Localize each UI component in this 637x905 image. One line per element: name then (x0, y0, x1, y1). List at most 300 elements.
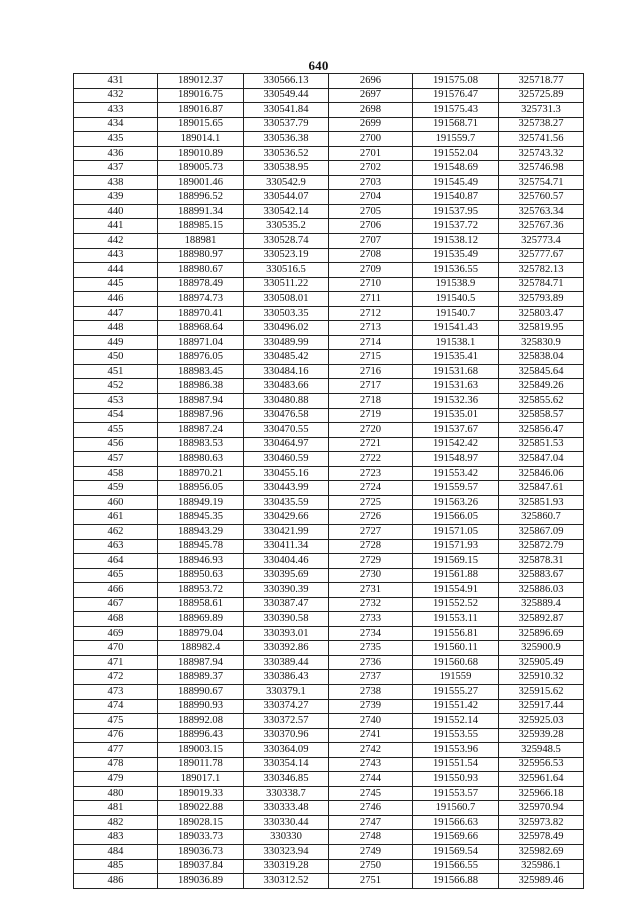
x-coordinate-cell: 191548.97 (413, 452, 499, 467)
y-coordinate-cell: 330516.5 (244, 263, 329, 278)
point-number-cell: 464 (74, 554, 158, 569)
table-row (74, 743, 584, 758)
table-row (74, 321, 584, 336)
y-coordinate-cell: 330323.94 (244, 844, 329, 859)
y-coordinate-cell: 330549.44 (244, 88, 329, 103)
point-number-cell: 456 (74, 437, 158, 452)
point-number-cell: 442 (74, 234, 158, 249)
point-number-cell: 2706 (329, 219, 413, 234)
y-coordinate-cell: 325982.69 (499, 844, 584, 859)
x-coordinate-cell: 191541.43 (413, 321, 499, 336)
table-row (74, 728, 584, 743)
point-number-cell: 479 (74, 772, 158, 787)
x-coordinate-cell: 191554.91 (413, 583, 499, 598)
table-row (74, 612, 584, 627)
x-coordinate-cell: 191566.63 (413, 815, 499, 830)
y-coordinate-cell: 330338.7 (244, 786, 329, 801)
point-number-cell: 2716 (329, 364, 413, 379)
x-coordinate-cell: 191556.81 (413, 626, 499, 641)
point-number-cell: 466 (74, 583, 158, 598)
x-coordinate-cell: 191566.88 (413, 874, 499, 889)
point-number-cell: 2739 (329, 699, 413, 714)
point-number-cell: 436 (74, 146, 158, 161)
x-coordinate-cell: 188970.41 (158, 306, 244, 321)
table-row (74, 74, 584, 89)
point-number-cell: 2705 (329, 204, 413, 219)
y-coordinate-cell: 325905.49 (499, 655, 584, 670)
y-coordinate-cell: 325773.4 (499, 234, 584, 249)
y-coordinate-cell: 330333.48 (244, 801, 329, 816)
point-number-cell: 475 (74, 714, 158, 729)
table-row (74, 292, 584, 307)
y-coordinate-cell: 330411.34 (244, 539, 329, 554)
x-coordinate-cell: 191531.68 (413, 364, 499, 379)
x-coordinate-cell: 188945.78 (158, 539, 244, 554)
table-row (74, 103, 584, 118)
x-coordinate-cell: 191575.08 (413, 74, 499, 89)
y-coordinate-cell: 330379.1 (244, 684, 329, 699)
x-coordinate-cell: 191542.42 (413, 437, 499, 452)
x-coordinate-cell: 191536.55 (413, 263, 499, 278)
x-coordinate-cell: 189017.1 (158, 772, 244, 787)
point-number-cell: 2738 (329, 684, 413, 699)
table-row (74, 539, 584, 554)
y-coordinate-cell: 325858.57 (499, 408, 584, 423)
x-coordinate-cell: 191560.11 (413, 641, 499, 656)
x-coordinate-cell: 188987.94 (158, 655, 244, 670)
x-coordinate-cell: 188968.64 (158, 321, 244, 336)
y-coordinate-cell: 330346.85 (244, 772, 329, 787)
point-number-cell: 2731 (329, 583, 413, 598)
point-number-cell: 2740 (329, 714, 413, 729)
point-number-cell: 2742 (329, 743, 413, 758)
y-coordinate-cell: 330542.14 (244, 204, 329, 219)
x-coordinate-cell: 188986.38 (158, 379, 244, 394)
y-coordinate-cell: 325892.87 (499, 612, 584, 627)
point-number-cell: 2735 (329, 641, 413, 656)
point-number-cell: 480 (74, 786, 158, 801)
coordinates-table-body (74, 74, 584, 889)
x-coordinate-cell: 188943.29 (158, 524, 244, 539)
x-coordinate-cell: 191553.55 (413, 728, 499, 743)
y-coordinate-cell: 325886.03 (499, 583, 584, 598)
point-number-cell: 2702 (329, 161, 413, 176)
point-number-cell: 2734 (329, 626, 413, 641)
x-coordinate-cell: 191531.63 (413, 379, 499, 394)
table-row (74, 452, 584, 467)
y-coordinate-cell: 330503.35 (244, 306, 329, 321)
y-coordinate-cell: 330464.97 (244, 437, 329, 452)
table-row (74, 204, 584, 219)
point-number-cell: 2737 (329, 670, 413, 685)
point-number-cell: 458 (74, 466, 158, 481)
table-row (74, 350, 584, 365)
table-row (74, 437, 584, 452)
x-coordinate-cell: 188971.04 (158, 335, 244, 350)
x-coordinate-cell: 188981 (158, 234, 244, 249)
point-number-cell: 452 (74, 379, 158, 394)
point-number-cell: 2697 (329, 88, 413, 103)
point-number-cell: 469 (74, 626, 158, 641)
point-number-cell: 2727 (329, 524, 413, 539)
point-number-cell: 2707 (329, 234, 413, 249)
y-coordinate-cell: 325763.34 (499, 204, 584, 219)
point-number-cell: 2708 (329, 248, 413, 263)
x-coordinate-cell: 191563.26 (413, 495, 499, 510)
x-coordinate-cell: 188990.67 (158, 684, 244, 699)
table-row (74, 379, 584, 394)
point-number-cell: 2719 (329, 408, 413, 423)
x-coordinate-cell: 191566.05 (413, 510, 499, 525)
x-coordinate-cell: 188996.52 (158, 190, 244, 205)
y-coordinate-cell: 325915.62 (499, 684, 584, 699)
table-row (74, 161, 584, 176)
point-number-cell: 2748 (329, 830, 413, 845)
table-row (74, 699, 584, 714)
y-coordinate-cell: 325986.1 (499, 859, 584, 874)
point-number-cell: 449 (74, 335, 158, 350)
point-number-cell: 438 (74, 175, 158, 190)
point-number-cell: 2744 (329, 772, 413, 787)
y-coordinate-cell: 325746.98 (499, 161, 584, 176)
table-row (74, 626, 584, 641)
x-coordinate-cell: 191560.68 (413, 655, 499, 670)
point-number-cell: 459 (74, 481, 158, 496)
x-coordinate-cell: 189033.73 (158, 830, 244, 845)
y-coordinate-cell: 330387.47 (244, 597, 329, 612)
y-coordinate-cell: 325883.67 (499, 568, 584, 583)
table-row (74, 175, 584, 190)
y-coordinate-cell: 325838.04 (499, 350, 584, 365)
y-coordinate-cell: 330496.02 (244, 321, 329, 336)
table-row (74, 394, 584, 409)
point-number-cell: 2750 (329, 859, 413, 874)
point-number-cell: 473 (74, 684, 158, 699)
point-number-cell: 2724 (329, 481, 413, 496)
y-coordinate-cell: 330364.09 (244, 743, 329, 758)
x-coordinate-cell: 188970.21 (158, 466, 244, 481)
x-coordinate-cell: 191569.15 (413, 554, 499, 569)
x-coordinate-cell: 191537.95 (413, 204, 499, 219)
x-coordinate-cell: 189019.33 (158, 786, 244, 801)
point-number-cell: 2745 (329, 786, 413, 801)
y-coordinate-cell: 325889.4 (499, 597, 584, 612)
y-coordinate-cell: 330566.13 (244, 74, 329, 89)
y-coordinate-cell: 330404.46 (244, 554, 329, 569)
y-coordinate-cell: 325718.77 (499, 74, 584, 89)
point-number-cell: 448 (74, 321, 158, 336)
table-row (74, 670, 584, 685)
point-number-cell: 472 (74, 670, 158, 685)
table-row (74, 757, 584, 772)
x-coordinate-cell: 191569.66 (413, 830, 499, 845)
point-number-cell: 432 (74, 88, 158, 103)
table-row (74, 583, 584, 598)
x-coordinate-cell: 191538.12 (413, 234, 499, 249)
x-coordinate-cell: 191538.9 (413, 277, 499, 292)
x-coordinate-cell: 189005.73 (158, 161, 244, 176)
y-coordinate-cell: 330489.99 (244, 335, 329, 350)
x-coordinate-cell: 191571.93 (413, 539, 499, 554)
point-number-cell: 439 (74, 190, 158, 205)
y-coordinate-cell: 325910.32 (499, 670, 584, 685)
point-number-cell: 433 (74, 103, 158, 118)
x-coordinate-cell: 191575.43 (413, 103, 499, 118)
x-coordinate-cell: 191553.42 (413, 466, 499, 481)
y-coordinate-cell: 325777.67 (499, 248, 584, 263)
y-coordinate-cell: 325830.9 (499, 335, 584, 350)
point-number-cell: 2723 (329, 466, 413, 481)
x-coordinate-cell: 191538.1 (413, 335, 499, 350)
table-row (74, 830, 584, 845)
point-number-cell: 447 (74, 306, 158, 321)
y-coordinate-cell: 330542.9 (244, 175, 329, 190)
point-number-cell: 2751 (329, 874, 413, 889)
x-coordinate-cell: 191555.27 (413, 684, 499, 699)
y-coordinate-cell: 325956.53 (499, 757, 584, 772)
x-coordinate-cell: 191540.5 (413, 292, 499, 307)
point-number-cell: 2722 (329, 452, 413, 467)
table-row (74, 146, 584, 161)
table-row (74, 132, 584, 147)
y-coordinate-cell: 330455.16 (244, 466, 329, 481)
point-number-cell: 465 (74, 568, 158, 583)
point-number-cell: 440 (74, 204, 158, 219)
y-coordinate-cell: 325917.44 (499, 699, 584, 714)
x-coordinate-cell: 188958.61 (158, 597, 244, 612)
y-coordinate-cell: 325851.93 (499, 495, 584, 510)
y-coordinate-cell: 325793.89 (499, 292, 584, 307)
table-row (74, 481, 584, 496)
x-coordinate-cell: 191553.57 (413, 786, 499, 801)
y-coordinate-cell: 325896.69 (499, 626, 584, 641)
y-coordinate-cell: 330392.86 (244, 641, 329, 656)
x-coordinate-cell: 188974.73 (158, 292, 244, 307)
point-number-cell: 2700 (329, 132, 413, 147)
point-number-cell: 2743 (329, 757, 413, 772)
x-coordinate-cell: 191552.14 (413, 714, 499, 729)
table-row (74, 772, 584, 787)
y-coordinate-cell: 325760.57 (499, 190, 584, 205)
table-row (74, 815, 584, 830)
y-coordinate-cell: 330483.66 (244, 379, 329, 394)
x-coordinate-cell: 189001.46 (158, 175, 244, 190)
point-number-cell: 441 (74, 219, 158, 234)
table-row (74, 190, 584, 205)
x-coordinate-cell: 188979.04 (158, 626, 244, 641)
y-coordinate-cell: 330523.19 (244, 248, 329, 263)
point-number-cell: 484 (74, 844, 158, 859)
x-coordinate-cell: 191540.87 (413, 190, 499, 205)
point-number-cell: 2733 (329, 612, 413, 627)
point-number-cell: 2729 (329, 554, 413, 569)
y-coordinate-cell: 330460.59 (244, 452, 329, 467)
x-coordinate-cell: 188980.63 (158, 452, 244, 467)
table-row (74, 248, 584, 263)
x-coordinate-cell: 188989.37 (158, 670, 244, 685)
table-row (74, 466, 584, 481)
x-coordinate-cell: 188956.05 (158, 481, 244, 496)
table-row (74, 874, 584, 889)
point-number-cell: 2746 (329, 801, 413, 816)
x-coordinate-cell: 191553.11 (413, 612, 499, 627)
y-coordinate-cell: 325973.82 (499, 815, 584, 830)
x-coordinate-cell: 191552.04 (413, 146, 499, 161)
x-coordinate-cell: 191537.67 (413, 423, 499, 438)
point-number-cell: 453 (74, 394, 158, 409)
point-number-cell: 2703 (329, 175, 413, 190)
point-number-cell: 2699 (329, 117, 413, 132)
point-number-cell: 483 (74, 830, 158, 845)
y-coordinate-cell: 330535.2 (244, 219, 329, 234)
table-row (74, 859, 584, 874)
y-coordinate-cell: 330374.27 (244, 699, 329, 714)
point-number-cell: 457 (74, 452, 158, 467)
point-number-cell: 2710 (329, 277, 413, 292)
x-coordinate-cell: 188987.96 (158, 408, 244, 423)
point-number-cell: 2715 (329, 350, 413, 365)
table-row (74, 801, 584, 816)
x-coordinate-cell: 188946.93 (158, 554, 244, 569)
y-coordinate-cell: 325754.71 (499, 175, 584, 190)
y-coordinate-cell: 325845.64 (499, 364, 584, 379)
x-coordinate-cell: 188987.94 (158, 394, 244, 409)
point-number-cell: 486 (74, 874, 158, 889)
table-row (74, 277, 584, 292)
y-coordinate-cell: 325784.71 (499, 277, 584, 292)
point-number-cell: 445 (74, 277, 158, 292)
y-coordinate-cell: 330470.55 (244, 423, 329, 438)
x-coordinate-cell: 191551.54 (413, 757, 499, 772)
table-row (74, 423, 584, 438)
y-coordinate-cell: 325978.49 (499, 830, 584, 845)
x-coordinate-cell: 188980.97 (158, 248, 244, 263)
table-row (74, 510, 584, 525)
point-number-cell: 2696 (329, 74, 413, 89)
x-coordinate-cell: 188990.93 (158, 699, 244, 714)
x-coordinate-cell: 188996.43 (158, 728, 244, 743)
table-row (74, 684, 584, 699)
y-coordinate-cell: 330536.52 (244, 146, 329, 161)
x-coordinate-cell: 189003.15 (158, 743, 244, 758)
y-coordinate-cell: 325900.9 (499, 641, 584, 656)
y-coordinate-cell: 325860.7 (499, 510, 584, 525)
point-number-cell: 2720 (329, 423, 413, 438)
table-row (74, 844, 584, 859)
y-coordinate-cell: 325846.06 (499, 466, 584, 481)
x-coordinate-cell: 188950.63 (158, 568, 244, 583)
point-number-cell: 2747 (329, 815, 413, 830)
y-coordinate-cell: 330484.16 (244, 364, 329, 379)
y-coordinate-cell: 330541.84 (244, 103, 329, 118)
x-coordinate-cell: 191545.49 (413, 175, 499, 190)
table-row (74, 568, 584, 583)
table-row (74, 88, 584, 103)
point-number-cell: 2721 (329, 437, 413, 452)
y-coordinate-cell: 325803.47 (499, 306, 584, 321)
x-coordinate-cell: 191576.47 (413, 88, 499, 103)
x-coordinate-cell: 191552.52 (413, 597, 499, 612)
y-coordinate-cell: 325948.5 (499, 743, 584, 758)
x-coordinate-cell: 189015.65 (158, 117, 244, 132)
y-coordinate-cell: 325970.94 (499, 801, 584, 816)
point-number-cell: 446 (74, 292, 158, 307)
x-coordinate-cell: 191535.01 (413, 408, 499, 423)
coordinates-table (73, 73, 584, 889)
point-number-cell: 443 (74, 248, 158, 263)
y-coordinate-cell: 325872.79 (499, 539, 584, 554)
y-coordinate-cell: 330330.44 (244, 815, 329, 830)
table-row (74, 408, 584, 423)
y-coordinate-cell: 325989.46 (499, 874, 584, 889)
y-coordinate-cell: 330390.39 (244, 583, 329, 598)
point-number-cell: 2709 (329, 263, 413, 278)
point-number-cell: 460 (74, 495, 158, 510)
y-coordinate-cell: 325855.62 (499, 394, 584, 409)
y-coordinate-cell: 325939.28 (499, 728, 584, 743)
point-number-cell: 477 (74, 743, 158, 758)
x-coordinate-cell: 188976.05 (158, 350, 244, 365)
x-coordinate-cell: 189010.89 (158, 146, 244, 161)
point-number-cell: 474 (74, 699, 158, 714)
y-coordinate-cell: 330354.14 (244, 757, 329, 772)
y-coordinate-cell: 330370.96 (244, 728, 329, 743)
point-number-cell: 437 (74, 161, 158, 176)
x-coordinate-cell: 191535.49 (413, 248, 499, 263)
y-coordinate-cell: 330536.38 (244, 132, 329, 147)
point-number-cell: 454 (74, 408, 158, 423)
point-number-cell: 471 (74, 655, 158, 670)
point-number-cell: 462 (74, 524, 158, 539)
point-number-cell: 485 (74, 859, 158, 874)
y-coordinate-cell: 330390.58 (244, 612, 329, 627)
y-coordinate-cell: 325867.09 (499, 524, 584, 539)
x-coordinate-cell: 191561.88 (413, 568, 499, 583)
x-coordinate-cell: 191569.54 (413, 844, 499, 859)
y-coordinate-cell: 325743.32 (499, 146, 584, 161)
point-number-cell: 467 (74, 597, 158, 612)
y-coordinate-cell: 330372.57 (244, 714, 329, 729)
table-row (74, 234, 584, 249)
table-row (74, 655, 584, 670)
y-coordinate-cell: 325856.47 (499, 423, 584, 438)
x-coordinate-cell: 188992.08 (158, 714, 244, 729)
x-coordinate-cell: 191559 (413, 670, 499, 685)
point-number-cell: 451 (74, 364, 158, 379)
table-row (74, 786, 584, 801)
x-coordinate-cell: 189036.89 (158, 874, 244, 889)
x-coordinate-cell: 188985.15 (158, 219, 244, 234)
x-coordinate-cell: 188945.35 (158, 510, 244, 525)
y-coordinate-cell: 325878.31 (499, 554, 584, 569)
page-number: 640 (308, 58, 329, 73)
y-coordinate-cell: 330537.79 (244, 117, 329, 132)
x-coordinate-cell: 188983.53 (158, 437, 244, 452)
table-row (74, 554, 584, 569)
table-row (74, 263, 584, 278)
y-coordinate-cell: 330435.59 (244, 495, 329, 510)
x-coordinate-cell: 189016.75 (158, 88, 244, 103)
y-coordinate-cell: 325847.61 (499, 481, 584, 496)
table-row (74, 524, 584, 539)
y-coordinate-cell: 325819.95 (499, 321, 584, 336)
y-coordinate-cell: 330476.58 (244, 408, 329, 423)
x-coordinate-cell: 189028.15 (158, 815, 244, 830)
x-coordinate-cell: 189037.84 (158, 859, 244, 874)
y-coordinate-cell: 325738.27 (499, 117, 584, 132)
y-coordinate-cell: 330528.74 (244, 234, 329, 249)
table-row (74, 641, 584, 656)
